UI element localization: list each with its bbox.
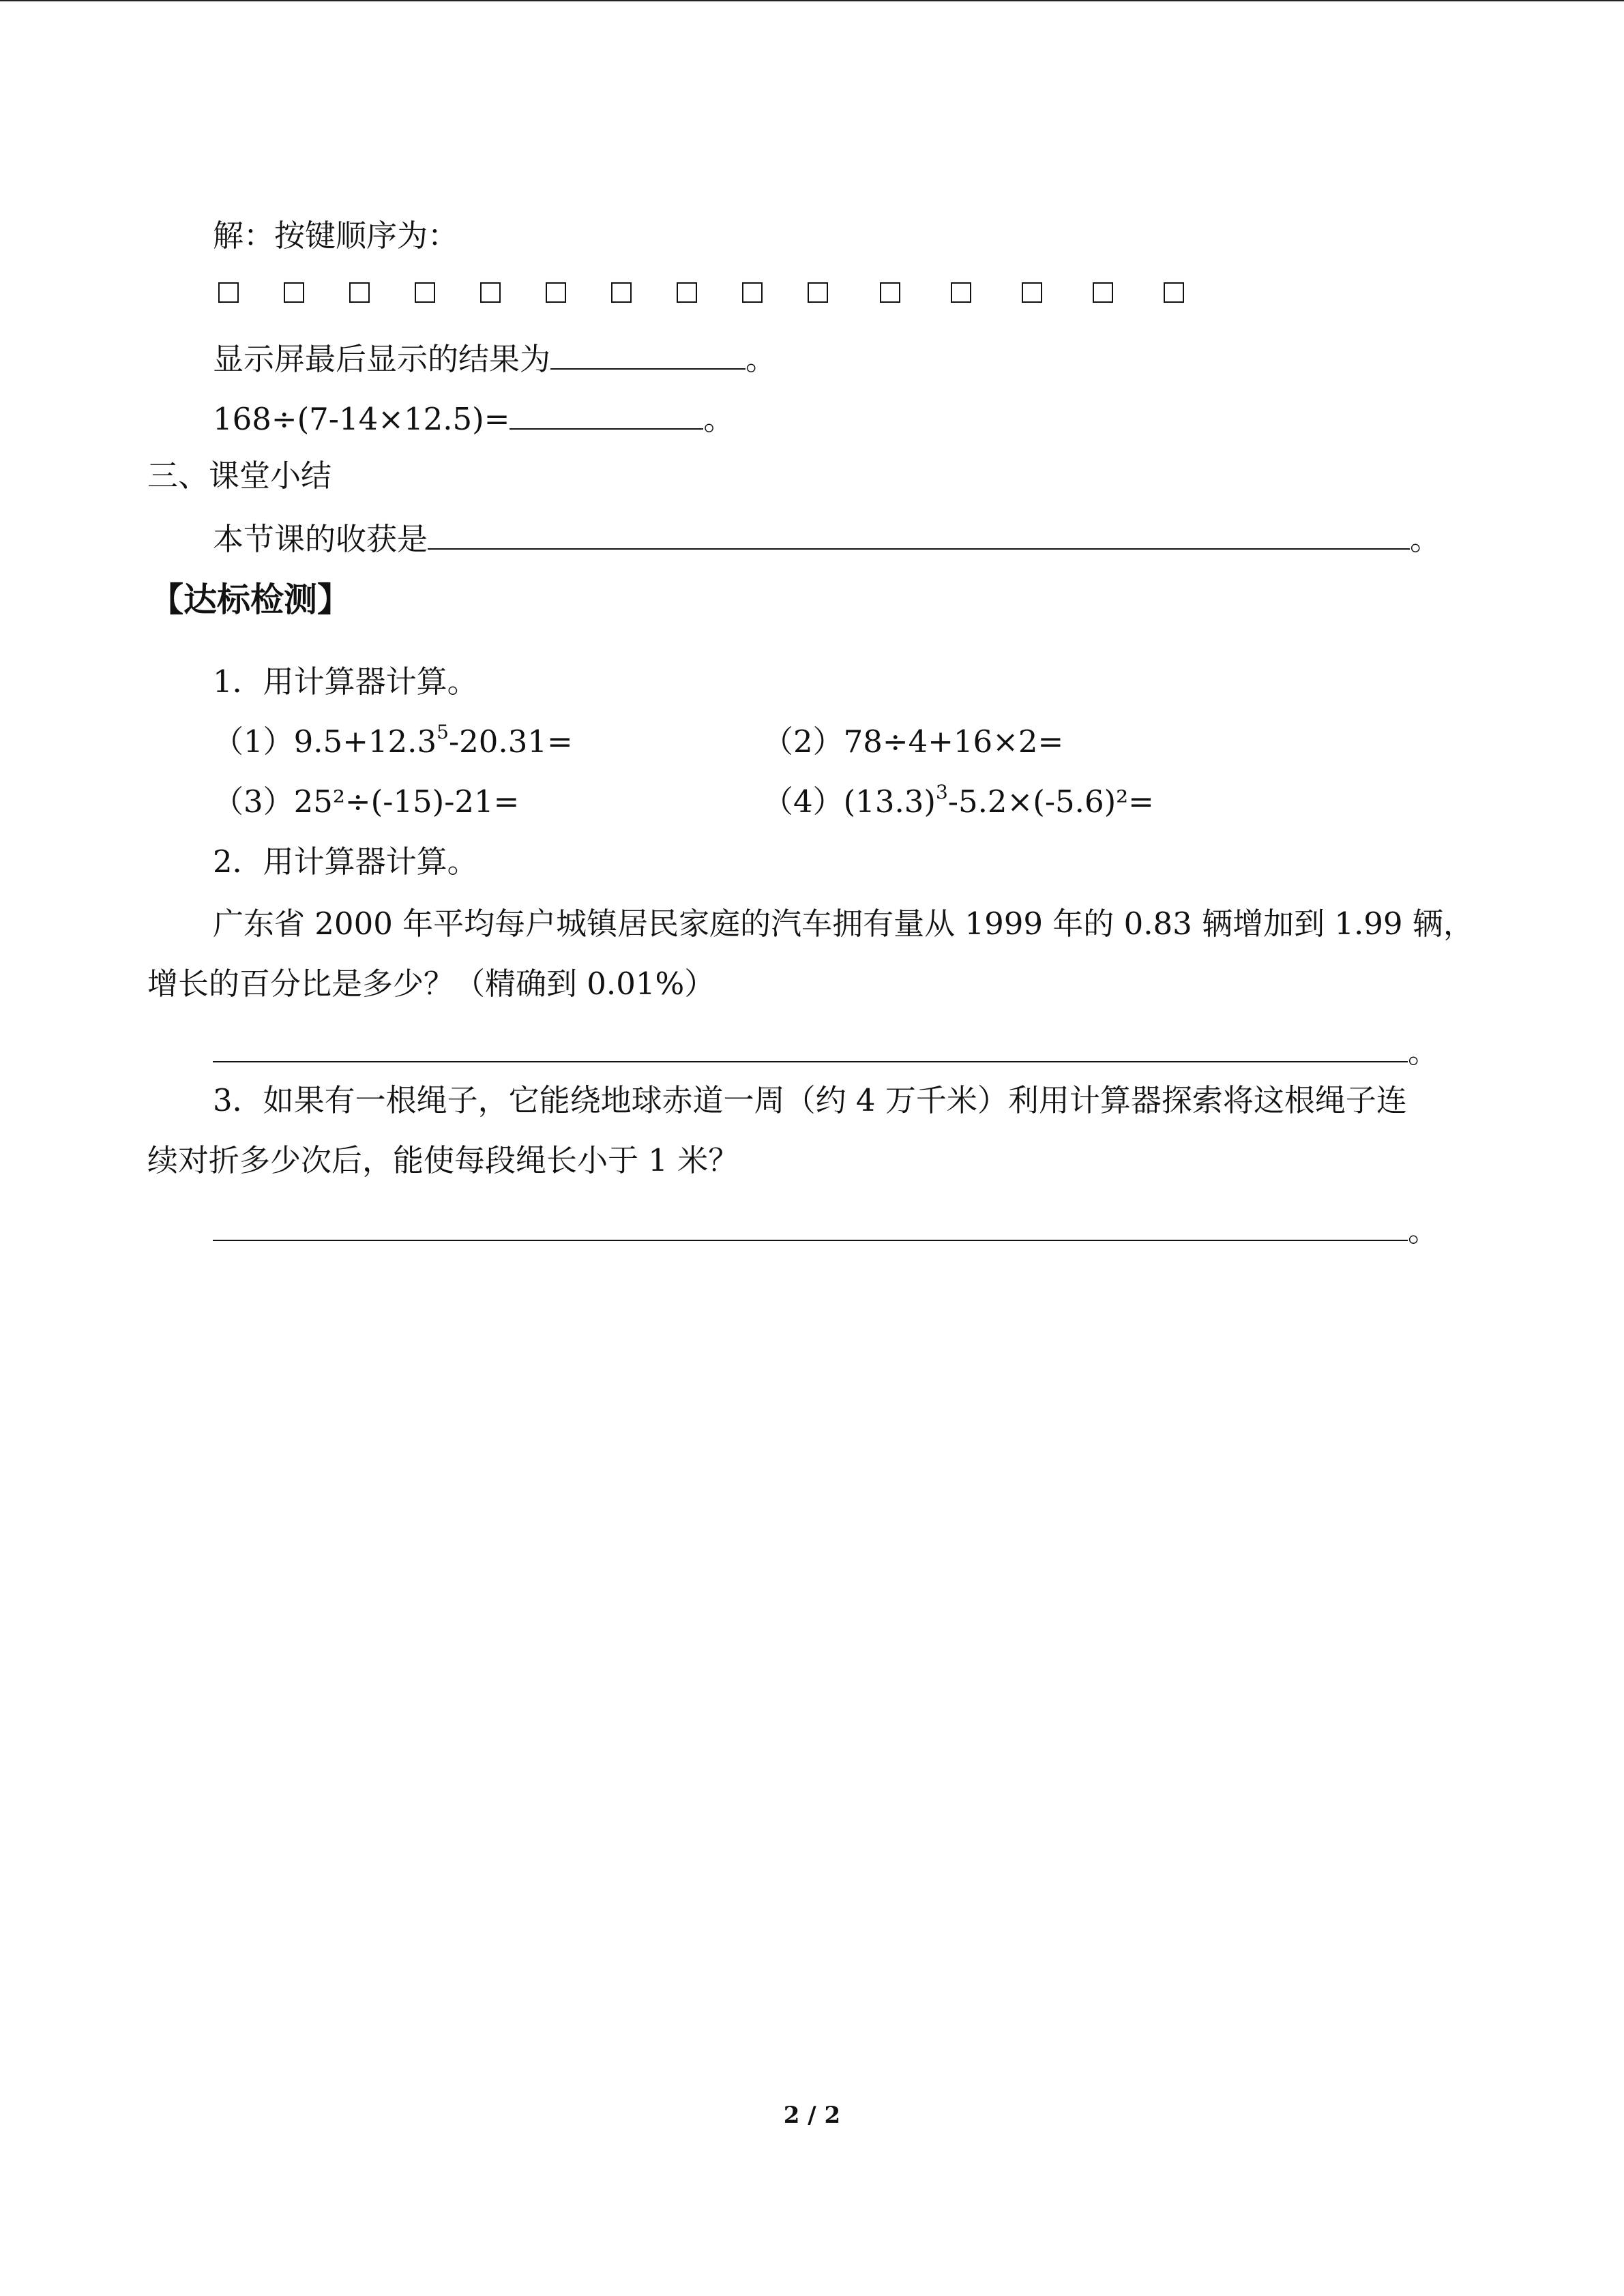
key-box[interactable] [808, 282, 828, 303]
key-box[interactable] [742, 282, 763, 303]
key-box[interactable] [1093, 282, 1113, 303]
q3-answer-blank[interactable] [213, 1207, 1408, 1241]
key-box[interactable] [880, 282, 900, 303]
q2-answer-blank[interactable] [213, 1028, 1408, 1062]
key-box[interactable] [480, 282, 501, 303]
display-result-end: 。 [745, 341, 777, 377]
q1-part4 [763, 781, 1154, 822]
q1-part1-tail: -20.31= [448, 724, 573, 760]
key-box[interactable] [349, 282, 370, 303]
expression-text: 168÷(7-14×12.5)= [213, 401, 510, 437]
key-box[interactable] [1022, 282, 1042, 303]
key-box[interactable] [284, 282, 304, 303]
summary-end: 。 [1410, 521, 1441, 557]
q1-part3: （3）25²÷(-15)-21= [213, 784, 520, 820]
key-box[interactable] [611, 282, 632, 303]
q2-answer-line [213, 1028, 1438, 1073]
q1-title: 1．用计算器计算。 [213, 664, 478, 700]
q1-part1-text: （1）9.5+12.3 [213, 724, 437, 760]
display-result-line [213, 336, 776, 380]
key-box[interactable] [546, 282, 566, 303]
q2-title: 2．用计算器计算。 [213, 844, 478, 880]
q3-body-line1: 3．如果有一根绳子，它能绕地球赤道一周（约 4 万千米）利用计算器探索将这根绳子连 [213, 1082, 1407, 1118]
section3-title: 三、课堂小结 [147, 458, 332, 494]
solution-label: 解：按键顺序为： [213, 218, 459, 254]
top-border [0, 0, 1624, 1]
display-result-blank[interactable] [550, 336, 745, 370]
summary-text: 本节课的收获是 [213, 521, 428, 557]
expression-line [213, 396, 734, 440]
q1-part4-tail: -5.2×(-5.6)²= [947, 784, 1154, 820]
expression-end: 。 [703, 401, 735, 437]
q2-answer-end: 。 [1408, 1034, 1439, 1070]
page-number: 2 / 2 [783, 2102, 841, 2129]
key-box[interactable] [218, 282, 239, 303]
summary-blank[interactable] [428, 516, 1410, 550]
q3-answer-end: 。 [1408, 1212, 1439, 1249]
key-box[interactable] [1164, 282, 1184, 303]
q2-body-line2: 增长的百分比是多少？（精确到 0.01%） [147, 966, 715, 1002]
q1-part2: （2）78÷4+16×2= [763, 724, 1064, 760]
q3-answer-line [213, 1207, 1438, 1251]
check-heading: 【达标检测】 [150, 580, 351, 619]
key-box[interactable] [951, 282, 971, 303]
q1-part4-text: （4）(13.3) [763, 784, 936, 820]
q2-body-line1: 广东省 2000 年平均每户城镇居民家庭的汽车拥有量从 1999 年的 0.83 辆增加到 1.99 辆， [213, 906, 1474, 942]
summary-line [213, 516, 1441, 560]
key-box[interactable] [415, 282, 435, 303]
q1-part4-exponent: 3 [935, 781, 948, 803]
q3-body-line2: 续对折多少次后，能使每段绳长小于 1 米？ [147, 1142, 739, 1178]
expression-blank[interactable] [510, 396, 703, 430]
display-result-text: 显示屏最后显示的结果为 [213, 341, 551, 377]
key-box[interactable] [677, 282, 697, 303]
q1-part1 [213, 721, 573, 762]
q1-part1-exponent: 5 [437, 721, 449, 743]
